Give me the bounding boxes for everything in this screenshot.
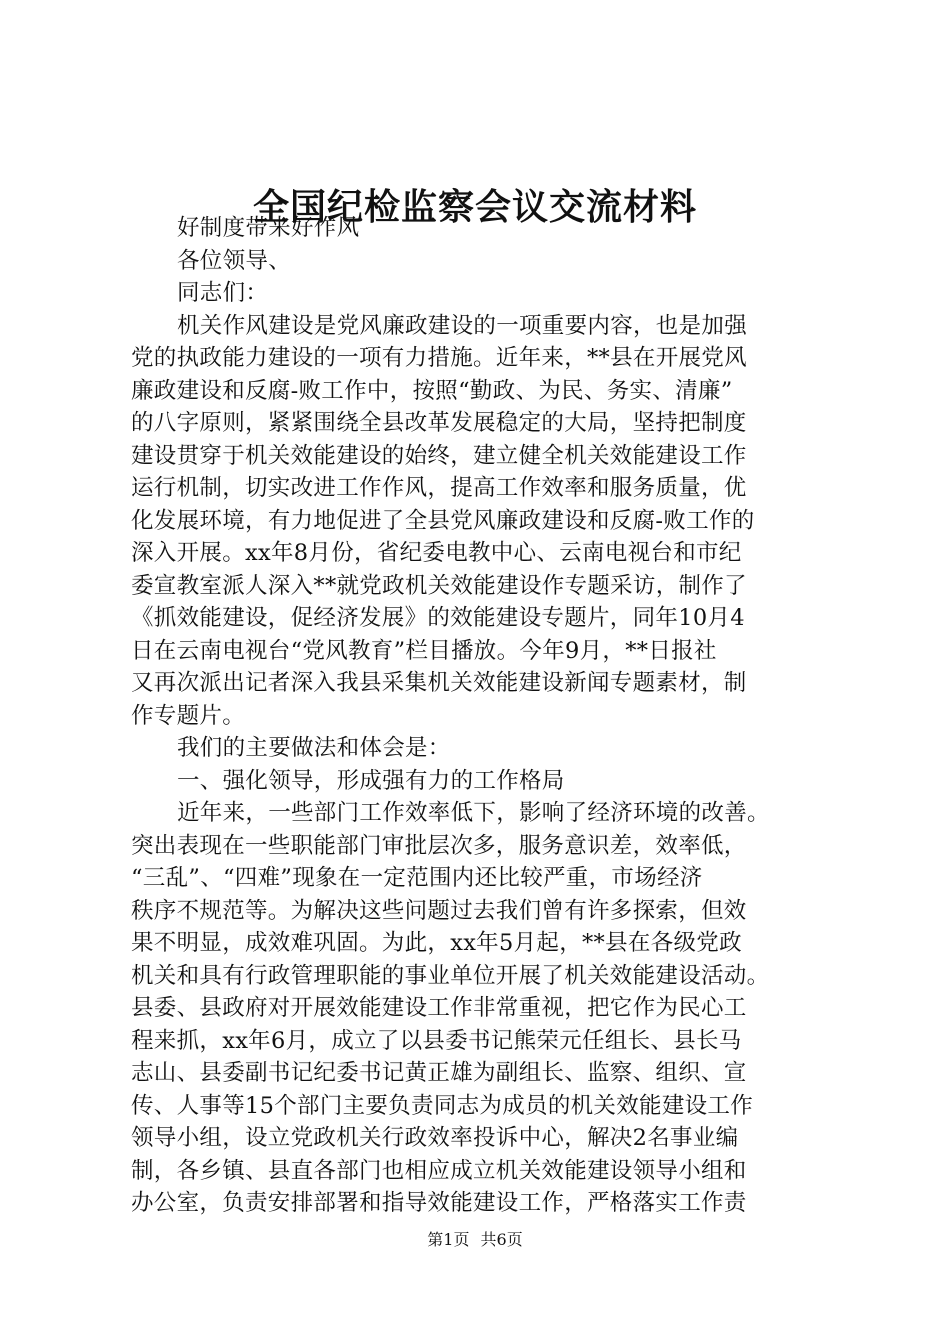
paragraph-line: 运行机制，切实改进工作作风，提高工作效率和服务质量，优 (131, 475, 747, 501)
paragraph-line: 果不明显，成效难巩固。为此，xx年5月起，**县在各级党政 (131, 930, 742, 956)
paragraph-line: 秩序不规范等。为解决这些问题过去我们曾有许多探索，但效 (131, 897, 747, 924)
paragraph-line: 廉政建设和反腐-败工作中，按照“勤政、为民、务实、清廉” (131, 377, 733, 404)
paragraph-line: 县委、县政府对开展效能建设工作非常重视，把它作为民心工 (131, 995, 747, 1021)
paragraph-line: 又再次派出记者深入我县采集机关效能建设新闻专题素材，制 (131, 670, 747, 696)
document-title: 全国纪检监察会议交流材料 (252, 186, 697, 228)
paragraph-line: 《抓效能建设，促经济发展》的效能建设专题片，同年10月4 (131, 605, 745, 631)
paragraph-line: 同志们： (177, 280, 269, 306)
paragraph-line: 志山、县委副书记纪委书记黄正雄为副组长、监察、组织、宣 (131, 1060, 747, 1086)
paragraph-line: 各位领导、 (177, 247, 292, 274)
paragraph-line: “三乱”、“四难”现象在一定范围内还比较严重，市场经济 (131, 865, 703, 891)
paragraph-line: 深入开展。xx年8月份，省纪委电教中心、云南电视台和市纪 (131, 540, 742, 566)
paragraph-line: 办公室，负责安排部署和指导效能建设工作，严格落实工作责 (131, 1190, 747, 1216)
paragraph-line: 的八字原则，紧紧围绕全县改革发展稳定的大局，坚持把制度 (131, 410, 747, 436)
paragraph-line: 党的执政能力建设的一项有力措施。近年来，**县在开展党风 (131, 345, 747, 371)
paragraph-line: 委宣教室派人深入**就党政机关效能建设作专题采访，制作了 (131, 572, 747, 599)
paragraph-line: 机关作风建设是党风廉政建设的一项重要内容，也是加强 (177, 312, 748, 339)
paragraph-line: 突出表现在一些职能部门审批层次多，服务意识差，效率低， (131, 832, 747, 859)
paragraph-line: 日在云南电视台“党风教育”栏目播放。今年9月，**日报社 (131, 637, 717, 664)
paragraph-line: 领导小组，设立党政机关行政效率投诉中心，解决2名事业编 (131, 1125, 739, 1151)
paragraph-line: 制，各乡镇、县直各部门也相应成立机关效能建设领导小组和 (131, 1157, 747, 1184)
paragraph-line: 我们的主要做法和体会是： (177, 735, 451, 761)
paragraph-line: 近年来，一些部门工作效率低下，影响了经济环境的改善。 (177, 800, 770, 826)
paragraph-line: 作专题片。 (131, 702, 246, 729)
paragraph-line: 传、人事等15个部门主要负责同志为成员的机关效能建设工作 (131, 1092, 754, 1119)
paragraph-line: 一、强化领导，形成强有力的工作格局 (177, 767, 565, 794)
paragraph-line: 程来抓，xx年6月，成立了以县委书记熊荣元任组长、县长马 (131, 1027, 742, 1054)
page-footer: 第1页 共6页 (427, 1230, 523, 1249)
document-body (131, 212, 861, 1220)
paragraph-line: 建设贯穿于机关效能建设的始终，建立健全机关效能建设工作 (131, 442, 747, 469)
paragraph-line: 好制度带来好作风 (177, 215, 360, 241)
paragraph-line: 化发展环境，有力地促进了全县党风廉政建设和反腐-败工作的 (131, 507, 755, 534)
paragraph-line: 机关和具有行政管理职能的事业单位开展了机关效能建设活动。 (131, 962, 770, 989)
